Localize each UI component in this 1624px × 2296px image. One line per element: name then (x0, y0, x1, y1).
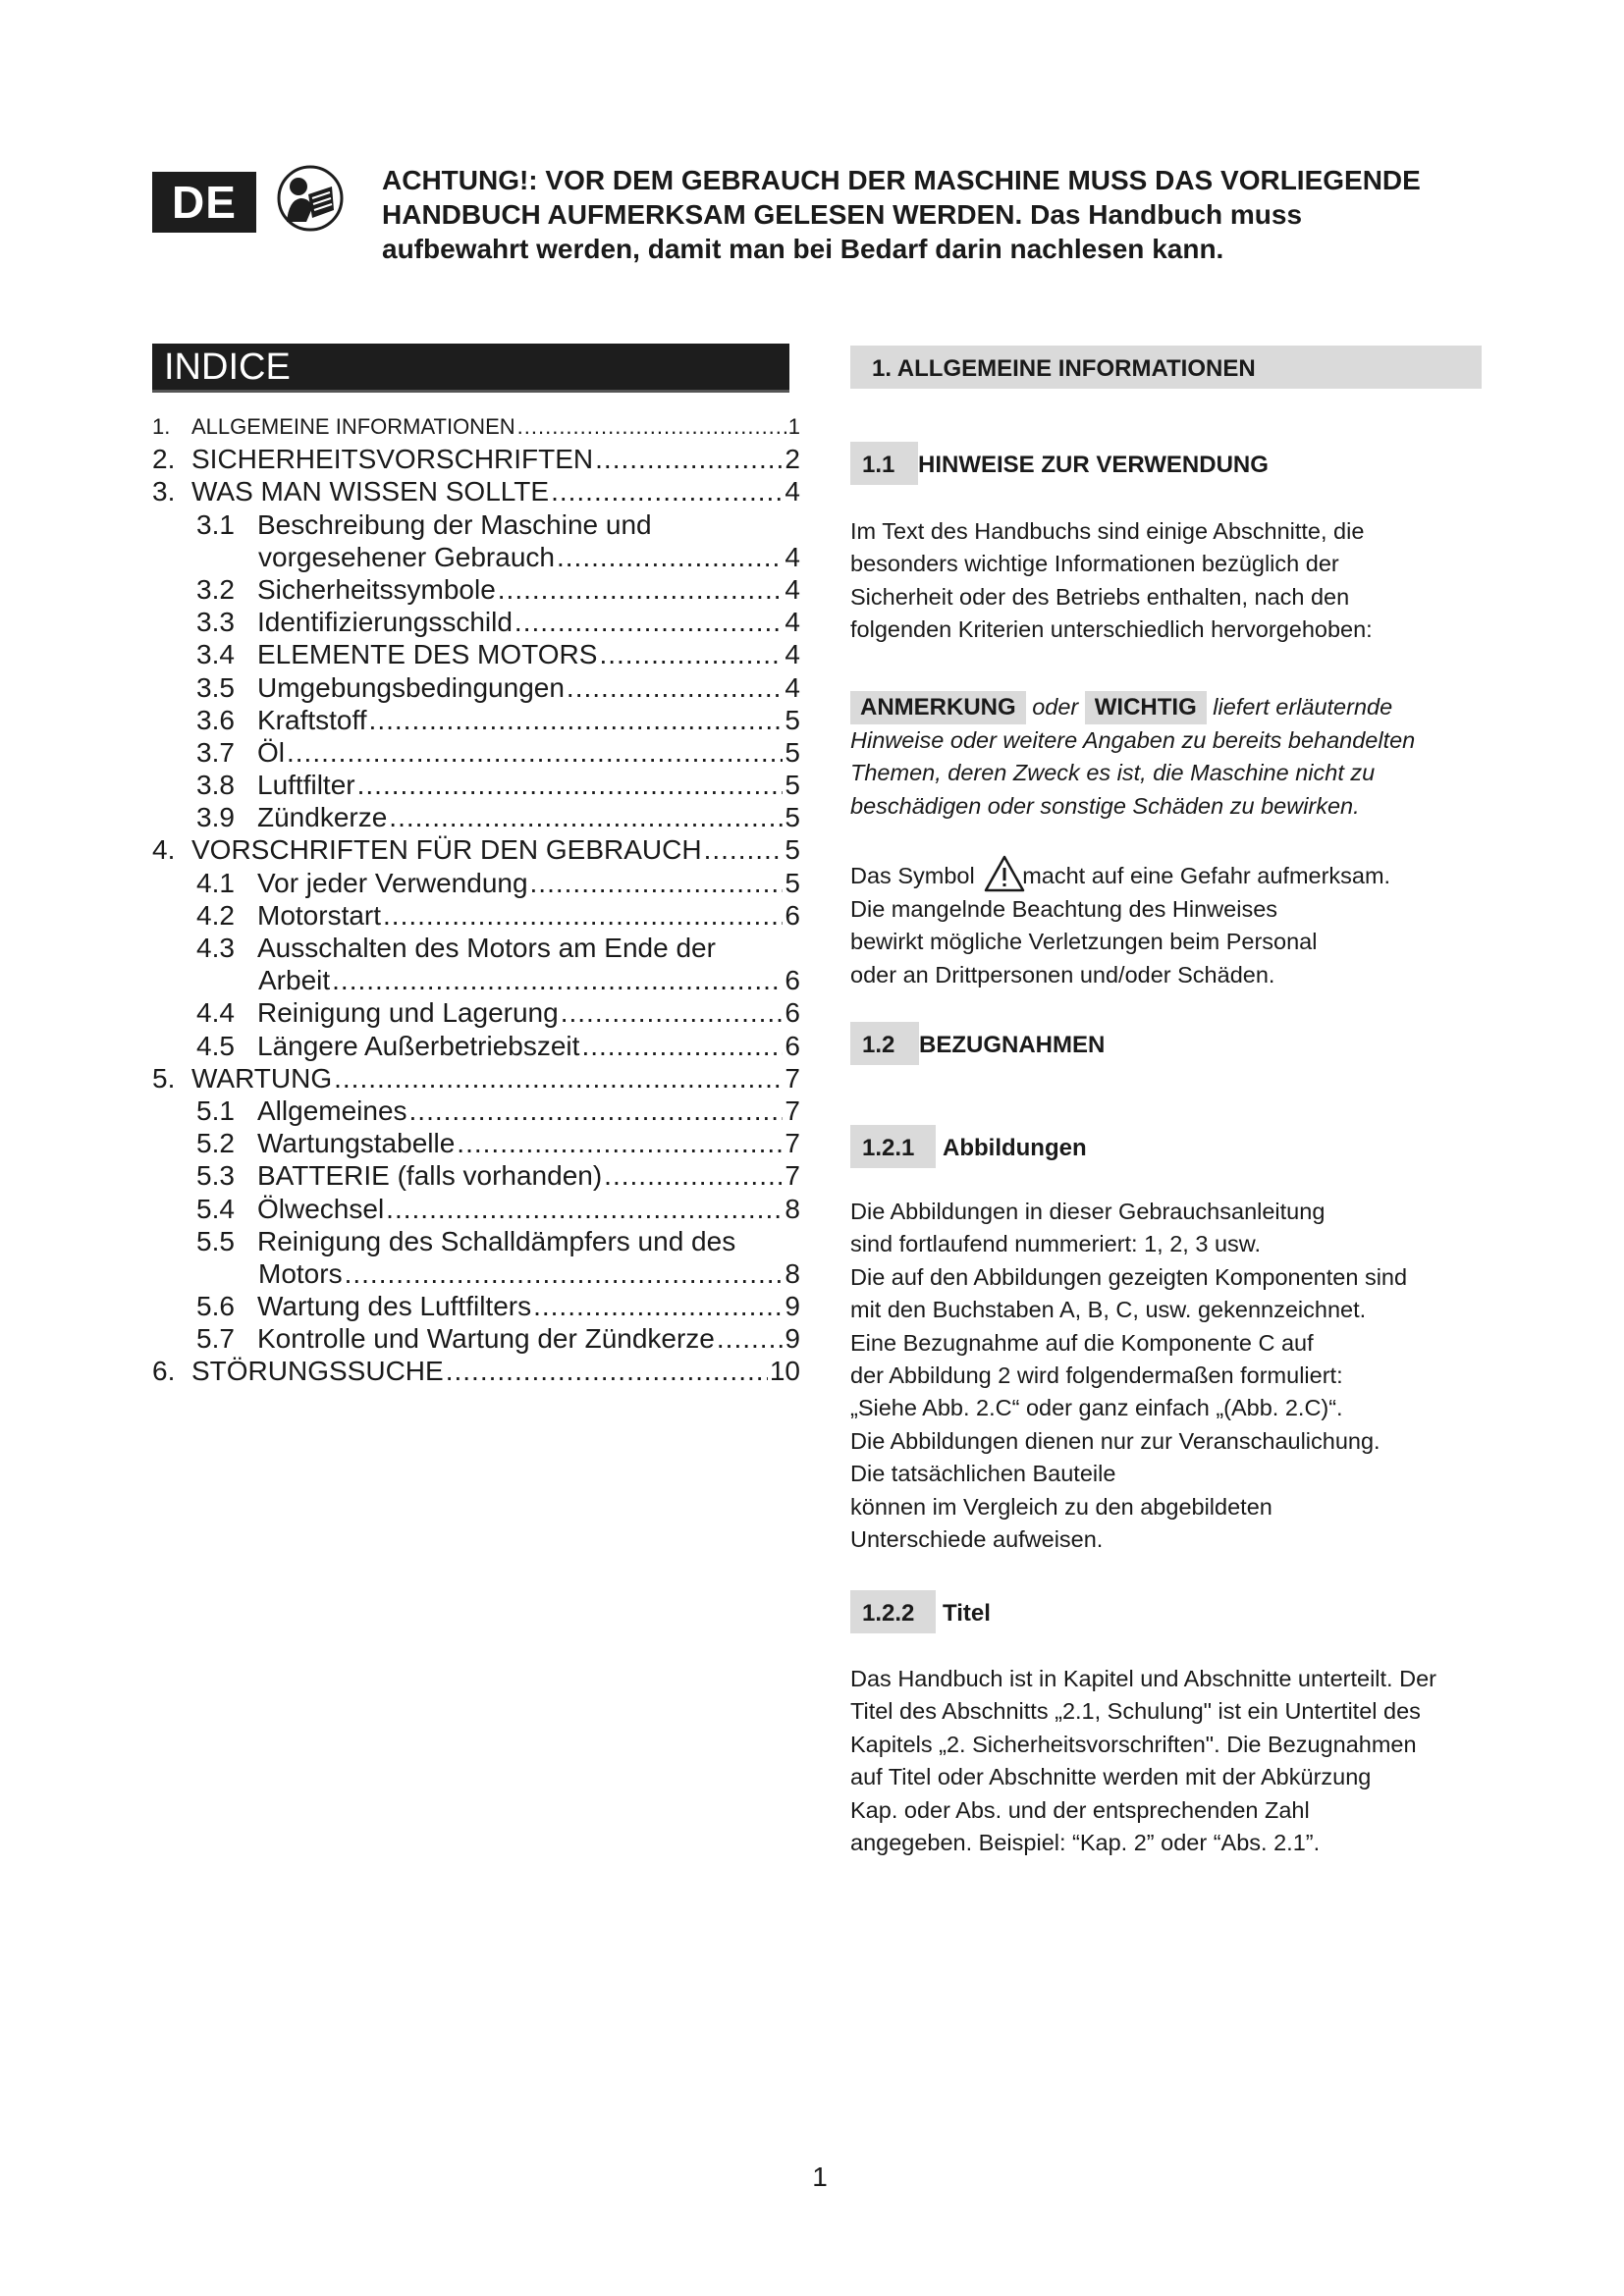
warning-line-1: ACHTUNG!: VOR DEM GEBRAUCH DER MASCHINE MUSS DAS VORLIEGENDE (382, 165, 1421, 195)
toc-entry[interactable] (152, 606, 800, 638)
toc-entry[interactable] (152, 508, 800, 541)
toc-entry-number: 5.3 (196, 1160, 235, 1192)
toc-entry[interactable] (152, 443, 800, 475)
text-line: Sicherheit oder des Betriebs enthalten, nach den (850, 583, 1350, 610)
toc-entry-number: 5.7 (196, 1323, 235, 1355)
subsection-heading-1-2-2 (850, 1590, 1479, 1633)
toc-leader-dots (533, 1290, 783, 1322)
toc-entry[interactable] (152, 671, 800, 704)
text-line: Die mangelnde Beachtung des Hinweises (850, 896, 1278, 922)
section-heading-1 (850, 346, 1482, 389)
subsection-number-badge: 1.1 (850, 442, 918, 485)
toc-entry-label: Kontrolle und Wartung der Zündkerze (257, 1323, 715, 1355)
paragraph-abbildungen (850, 1196, 1489, 1556)
toc-entry[interactable] (152, 1159, 800, 1192)
toc-entry-page: 4 (785, 639, 800, 670)
note-badge-anmerkung: ANMERKUNG (850, 691, 1026, 724)
toc-entry-label: VORSCHRIFTEN FÜR DEN GEBRAUCH (191, 834, 702, 866)
toc-entry-number: 5.2 (196, 1128, 235, 1159)
toc-entry[interactable] (152, 964, 800, 996)
text-line: macht auf eine Gefahr aufmerksam. (1022, 863, 1391, 888)
toc-entry-page: 5 (785, 736, 800, 768)
text-line: bewirkt mögliche Verletzungen beim Personal (850, 929, 1318, 955)
toc-entry-label: Motorstart (257, 899, 382, 931)
toc-entry-label: Motors (258, 1257, 343, 1289)
table-of-contents (152, 410, 800, 1388)
toc-leader-dots (604, 1159, 783, 1192)
text-line: Eine Bezugnahme auf die Komponente C auf (850, 1329, 1314, 1356)
index-header (152, 344, 789, 393)
toc-entry[interactable] (152, 1257, 800, 1290)
text-line: Kapitels „2. Sicherheitsvorschriften". Die Bezugnahmen (850, 1731, 1417, 1757)
toc-entry-number: 2. (152, 444, 176, 475)
paragraph-hinweise (850, 515, 1489, 647)
text-line: Titel des Abschnitts „2.1, Schulung" ist ein Untertitel des (850, 1698, 1421, 1725)
toc-leader-dots (386, 1193, 783, 1225)
toc-leader-dots (717, 1322, 784, 1355)
toc-entry-page: 4 (785, 671, 800, 703)
warning-line-2-caps: HANDBUCH AUFMERKSAM GELESEN WERDEN. (382, 199, 1023, 230)
toc-leader-dots (383, 899, 783, 932)
toc-entry-page: 6 (785, 997, 800, 1029)
toc-entry-number: 5. (152, 1062, 176, 1094)
toc-entry-page: 4 (785, 573, 800, 605)
toc-entry-label: vorgesehener Gebrauch (258, 541, 555, 572)
toc-leader-dots (581, 1030, 783, 1062)
toc-leader-dots (551, 475, 783, 507)
note-paragraph (850, 691, 1489, 823)
text-line: beschädigen oder sonstige Schäden zu bewirken. (850, 792, 1360, 819)
text-line: Das Handbuch ist in Kapitel und Abschnitte unterteilt. Der (850, 1666, 1436, 1691)
toc-leader-dots (287, 736, 783, 769)
language-badge: DE (152, 172, 256, 233)
subsection-heading-1-2 (850, 1022, 1479, 1065)
toc-entry-page: 1 (787, 414, 800, 439)
toc-entry-label: Längere Außerbetriebszeit (257, 1030, 580, 1061)
subsection-title: HINWEISE ZUR VERWENDUNG (918, 452, 1269, 478)
subsection-heading-1-2-1 (850, 1125, 1479, 1168)
toc-entry-label: Reinigung des Schalldämpfers und des (257, 1225, 736, 1256)
warning-line-3: aufbewahrt werden, damit man bei Bedarf darin nachlesen kann. (382, 234, 1224, 264)
toc-entry-label: Vor jeder Verwendung (257, 867, 528, 898)
text-line: oder an Drittpersonen und/oder Schäden. (850, 961, 1275, 988)
toc-entry-page: 6 (785, 965, 800, 996)
toc-entry[interactable] (152, 1062, 800, 1095)
toc-entry[interactable] (152, 573, 800, 606)
toc-entry-page: 5 (785, 867, 800, 898)
text-line: Kap. oder Abs. und der entsprechenden Zahl (850, 1796, 1310, 1823)
toc-entry-number: 4.2 (196, 899, 235, 931)
toc-entry-label: Sicherheitssymbole (257, 573, 496, 605)
toc-entry-number: 6. (152, 1356, 176, 1387)
toc-entry-label: WAS MAN WISSEN SOLLTE (191, 476, 550, 507)
text-line: angegeben. Beispiel: “Kap. 2” oder “Abs. 2.1”. (850, 1830, 1321, 1856)
toc-leader-dots (599, 638, 783, 670)
index-title: INDICE (164, 347, 291, 388)
note-badge-wichtig: WICHTIG (1085, 691, 1207, 724)
toc-entry-label: Allgemeines (257, 1095, 407, 1126)
symbol-paragraph (850, 854, 1489, 991)
toc-entry-page: 4 (785, 541, 800, 572)
toc-entry[interactable] (152, 996, 800, 1029)
toc-entry-label: WARTUNG (191, 1062, 333, 1094)
toc-leader-dots (498, 573, 784, 606)
toc-entry-number: 4.3 (196, 933, 235, 963)
warning-line-2 (382, 197, 1511, 232)
toc-leader-dots (557, 541, 783, 573)
subsection-title: Abbildungen (943, 1135, 1087, 1161)
toc-entry-page: 6 (785, 899, 800, 931)
toc-leader-dots (704, 833, 784, 866)
toc-leader-dots (334, 1062, 783, 1095)
toc-entry-page: 7 (785, 1160, 800, 1192)
safety-warning (382, 163, 1511, 266)
toc-entry-label: SICHERHEITSVORSCHRIFTEN (191, 444, 594, 475)
toc-entry-label: Wartungstabelle (257, 1128, 456, 1159)
toc-entry-number: 5.6 (196, 1291, 235, 1322)
subsection-heading-1-1 (850, 442, 1479, 485)
toc-entry-label: Öl (257, 736, 285, 768)
toc-entry-number: 4. (152, 834, 176, 866)
toc-leader-dots (561, 996, 784, 1029)
text-line: können im Vergleich zu den abgebildeten (850, 1493, 1272, 1520)
toc-entry[interactable] (152, 899, 800, 932)
toc-entry[interactable] (152, 541, 800, 573)
toc-entry[interactable] (152, 1127, 800, 1159)
toc-entry-number: 4.1 (196, 867, 235, 898)
toc-leader-dots (345, 1257, 784, 1290)
toc-entry[interactable] (152, 1193, 800, 1225)
toc-entry-number: 3.7 (196, 736, 235, 768)
toc-entry-page: 7 (785, 1095, 800, 1126)
toc-entry[interactable] (152, 736, 800, 769)
toc-entry-number: 3.8 (196, 770, 235, 801)
warning-triangle-icon (983, 854, 1026, 893)
toc-entry-page: 5 (785, 704, 800, 735)
section-1-title: 1. ALLGEMEINE INFORMATIONEN (872, 355, 1256, 382)
read-manual-icon (277, 165, 344, 232)
toc-leader-dots (514, 606, 784, 638)
toc-entry-page: 5 (785, 770, 800, 801)
toc-entry[interactable] (152, 410, 800, 443)
toc-entry[interactable] (152, 932, 800, 964)
toc-entry[interactable] (152, 1095, 800, 1127)
text-line: Die Abbildungen dienen nur zur Veranschaulichung. (850, 1427, 1380, 1454)
warning-line-2-rest: Das Handbuch muss (1022, 199, 1303, 230)
toc-leader-dots (389, 801, 783, 833)
toc-entry-number: 3.2 (196, 573, 235, 605)
toc-entry-number: 3.4 (196, 639, 235, 670)
toc-entry-page: 5 (785, 834, 800, 866)
toc-entry-label: ELEMENTE DES MOTORS (257, 639, 598, 670)
subsection-title: Titel (943, 1600, 991, 1627)
text-line: liefert erläuternde (1206, 694, 1393, 720)
toc-entry-label: Arbeit (258, 965, 331, 996)
text-line: Themen, deren Zweck es ist, die Maschine nicht zu (850, 760, 1376, 786)
toc-leader-dots (517, 410, 786, 443)
text-line: „Siehe Abb. 2.C“ oder ganz einfach „(Abb. 2.C)“. (850, 1395, 1343, 1421)
toc-entry-number: 5.1 (196, 1095, 235, 1126)
toc-entry-label: Identifizierungsschild (257, 607, 513, 638)
text-line: Die Abbildungen in dieser Gebrauchsanleitung (850, 1199, 1326, 1224)
toc-entry-label: Beschreibung der Maschine und (257, 508, 652, 540)
toc-entry-number: 3.3 (196, 607, 235, 638)
toc-entry-number: 1. (152, 414, 171, 439)
toc-entry[interactable] (152, 638, 800, 670)
toc-entry[interactable] (152, 704, 800, 736)
text-line: Unterschiede aufweisen. (850, 1526, 1104, 1553)
toc-leader-dots (567, 671, 784, 704)
toc-entry-page: 7 (785, 1062, 800, 1094)
toc-entry-label: Ausschalten des Motors am Ende der (257, 933, 716, 963)
paragraph-titel (850, 1663, 1489, 1859)
toc-entry-number: 3. (152, 476, 176, 507)
toc-entry-label: Wartung des Luftfilters (257, 1291, 532, 1322)
toc-entry[interactable] (152, 833, 800, 866)
toc-leader-dots (357, 769, 784, 801)
toc-entry-page: 8 (785, 1257, 800, 1289)
subsection-number-badge: 1.2.2 (850, 1590, 936, 1633)
toc-entry-number: 3.1 (196, 508, 235, 540)
text-oder: oder (1025, 694, 1085, 720)
toc-entry[interactable] (152, 867, 800, 899)
toc-entry-page: 2 (785, 444, 800, 475)
toc-leader-dots (332, 964, 783, 996)
toc-entry-number: 3.9 (196, 802, 235, 833)
toc-leader-dots (446, 1355, 768, 1387)
toc-entry[interactable] (152, 1030, 800, 1062)
toc-entry-page: 9 (785, 1323, 800, 1355)
text-line: auf Titel oder Abschnitte werden mit der Abkürzung (850, 1764, 1372, 1790)
toc-entry[interactable] (152, 801, 800, 833)
toc-entry-label: STÖRUNGSSUCHE (191, 1356, 444, 1387)
text-line: Das Symbol (850, 863, 982, 888)
toc-entry-page: 7 (785, 1128, 800, 1159)
subsection-number-badge: 1.2 (850, 1022, 919, 1065)
toc-entry-number: 5.5 (196, 1225, 235, 1256)
toc-entry-label: Kraftstoff (257, 704, 367, 735)
text-line: Die tatsächlichen Bauteile (850, 1461, 1116, 1487)
toc-entry-page: 8 (785, 1193, 800, 1224)
text-line: der Abbildung 2 wird folgendermaßen formuliert: (850, 1362, 1343, 1389)
text-line: Hinweise oder weitere Angaben zu bereits behandelten (850, 727, 1416, 753)
toc-entry-number: 4.4 (196, 997, 235, 1029)
toc-entry-page: 10 (769, 1356, 800, 1387)
toc-entry-label: Ölwechsel (257, 1193, 385, 1224)
toc-leader-dots (595, 443, 783, 475)
toc-entry-page: 4 (785, 476, 800, 507)
toc-entry-label: Umgebungsbedingungen (257, 671, 565, 703)
text-line: folgenden Kriterien unterschiedlich hervorgehoben: (850, 616, 1373, 643)
text-line: mit den Buchstaben A, B, C, usw. gekennzeichnet. (850, 1297, 1367, 1323)
toc-entry[interactable] (152, 1355, 800, 1387)
toc-leader-dots (369, 704, 784, 736)
toc-entry-page: 9 (785, 1291, 800, 1322)
toc-entry-label: Reinigung und Lagerung (257, 997, 559, 1029)
toc-entry-number: 3.5 (196, 671, 235, 703)
toc-entry-page: 5 (785, 802, 800, 833)
page-number: 1 (812, 2162, 828, 2192)
toc-entry-label: BATTERIE (falls vorhanden) (257, 1160, 603, 1192)
toc-leader-dots (530, 867, 784, 899)
toc-entry-number: 3.6 (196, 704, 235, 735)
toc-leader-dots (409, 1095, 784, 1127)
toc-entry-number: 5.4 (196, 1193, 235, 1224)
toc-entry-label: Luftfilter (257, 770, 355, 801)
toc-entry[interactable] (152, 1225, 800, 1257)
toc-entry-page: 6 (785, 1030, 800, 1061)
toc-entry-label: ALLGEMEINE INFORMATIONEN (191, 414, 515, 439)
subsection-number-badge: 1.2.1 (850, 1125, 936, 1168)
toc-entry[interactable] (152, 1322, 800, 1355)
text-line: Im Text des Handbuchs sind einige Abschnitte, die (850, 518, 1365, 544)
toc-entry-page: 4 (785, 607, 800, 638)
subsection-title: BEZUGNAHMEN (919, 1032, 1106, 1058)
toc-entry[interactable] (152, 769, 800, 801)
text-line: sind fortlaufend nummeriert: 1, 2, 3 usw. (850, 1231, 1261, 1257)
toc-entry-label: Zündkerze (257, 802, 388, 833)
toc-entry[interactable] (152, 1290, 800, 1322)
text-line: besonders wichtige Informationen bezüglich der (850, 551, 1339, 577)
toc-entry-number: 4.5 (196, 1030, 235, 1061)
toc-leader-dots (457, 1127, 783, 1159)
toc-entry[interactable] (152, 475, 800, 507)
text-line: Die auf den Abbildungen gezeigten Komponenten sind (850, 1263, 1408, 1290)
